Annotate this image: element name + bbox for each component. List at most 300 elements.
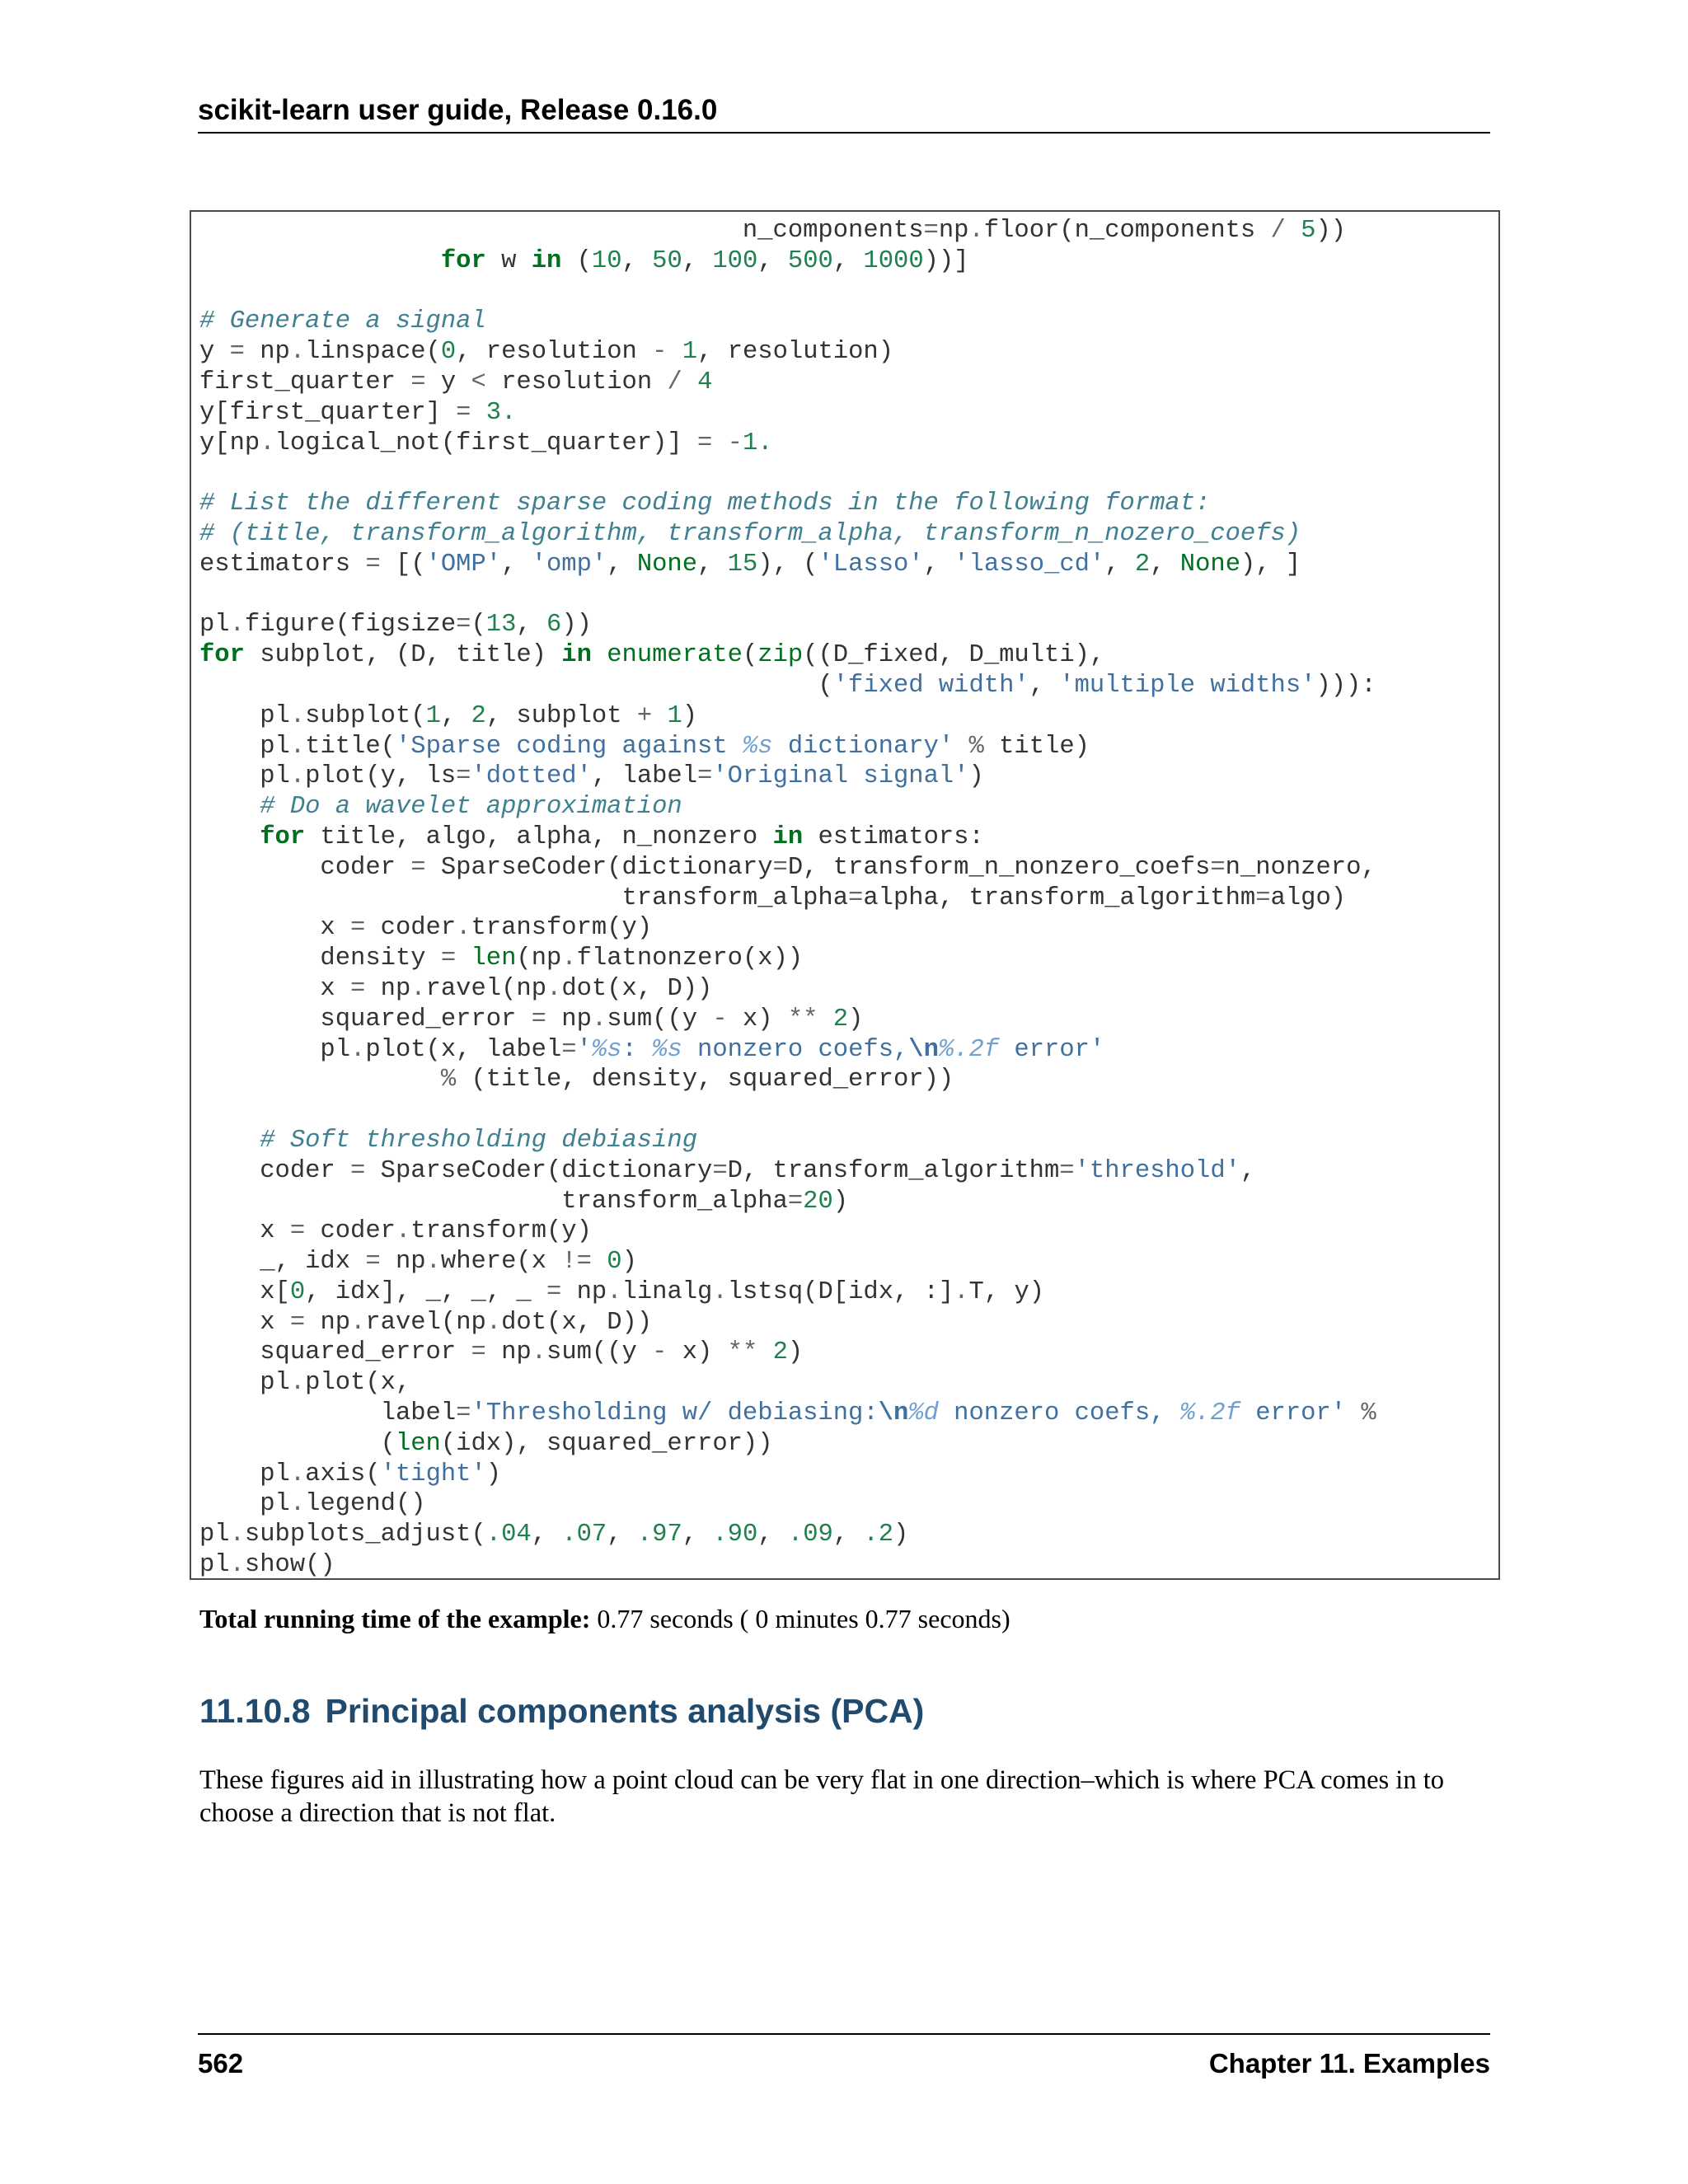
code-token: \n xyxy=(908,1035,939,1064)
code-token: ( xyxy=(199,671,833,700)
code-token: plot(x, label xyxy=(365,1035,562,1064)
code-token: ) xyxy=(968,762,984,791)
code-token: , xyxy=(757,246,788,275)
code-token: ' xyxy=(576,1035,592,1064)
code-token: . xyxy=(289,1369,306,1398)
code-token: 500 xyxy=(787,246,833,275)
code-token: for xyxy=(260,823,306,851)
code-token: y xyxy=(199,338,230,367)
code-token: % xyxy=(440,1066,457,1094)
code-token: linalg xyxy=(621,1277,713,1306)
code-token xyxy=(592,641,607,669)
code-token: . xyxy=(968,217,984,245)
code-token: n_nonzero, xyxy=(1225,853,1376,882)
code-token: = xyxy=(456,611,471,640)
code-listing xyxy=(191,216,1376,1581)
code-token: first_quarter xyxy=(199,368,411,396)
code-token: 10 xyxy=(591,246,622,275)
code-token: + xyxy=(636,701,653,730)
code-token: transform(y) xyxy=(410,1217,592,1246)
code-token: ( xyxy=(561,246,592,275)
code-token: squared_error xyxy=(199,1005,532,1033)
code-token: np xyxy=(561,1277,607,1306)
code-token: ))] xyxy=(923,246,969,275)
code-token xyxy=(757,1338,772,1366)
code-line xyxy=(199,337,1376,368)
code-token xyxy=(667,338,682,366)
code-token: . xyxy=(229,611,245,640)
code-token: - xyxy=(652,1338,668,1367)
code-token: [( xyxy=(380,550,426,579)
code-token: . xyxy=(260,429,275,457)
code-token: , resolution) xyxy=(697,338,894,367)
code-token: . xyxy=(561,944,577,973)
code-token xyxy=(199,1066,441,1094)
code-token: in xyxy=(531,246,562,275)
code-token: 1000 xyxy=(863,246,924,275)
code-token: = xyxy=(350,914,366,943)
code-token: ** xyxy=(787,1005,818,1033)
code-token: = xyxy=(471,1338,486,1367)
code-token: , xyxy=(531,1521,562,1549)
code-token: . xyxy=(531,1338,547,1367)
code-line xyxy=(199,701,1376,732)
code-token: . xyxy=(546,974,562,1003)
code-token: linspace( xyxy=(305,338,441,367)
code-token xyxy=(199,1127,260,1155)
code-token: 'multiple widths' xyxy=(1059,671,1316,700)
code-token: zip xyxy=(757,641,804,670)
code-token: error' xyxy=(1240,1399,1347,1428)
code-token: = xyxy=(229,338,245,367)
code-token: # (title, transform_algorithm, transform_alpha, transform_n_nozero_coefs) xyxy=(199,519,1301,548)
code-token: , xyxy=(832,246,864,275)
code-token: 2 xyxy=(1134,550,1151,579)
code-token: _, idx xyxy=(199,1248,366,1277)
section-title: Principal components analysis (PCA) xyxy=(325,1692,925,1730)
code-token: , xyxy=(923,550,954,579)
code-token: legend() xyxy=(305,1490,426,1519)
code-token: for xyxy=(199,641,245,670)
code-token: logical_not(first_quarter)] xyxy=(274,429,698,457)
code-token: = xyxy=(1255,883,1271,912)
code-token: = xyxy=(365,550,381,579)
code-token: subplot( xyxy=(305,701,426,730)
code-token: 'threshold' xyxy=(1074,1156,1240,1185)
code-token: != xyxy=(561,1248,592,1277)
code-token: dot(x, D)) xyxy=(501,1308,653,1337)
code-token: title( xyxy=(305,732,396,761)
code-token: .04 xyxy=(485,1521,532,1549)
code-token: % xyxy=(968,732,984,761)
running-time-label: Total running time of the example: xyxy=(199,1604,591,1633)
code-line xyxy=(199,1035,1376,1066)
page-footer xyxy=(198,2033,1490,2081)
code-token: ( xyxy=(742,641,758,670)
code-token: , xyxy=(682,1521,713,1549)
code-line xyxy=(199,1247,1376,1277)
code-token: lstsq(D[idx, :] xyxy=(727,1277,954,1306)
code-token: 'lasso_cd' xyxy=(954,550,1105,579)
code-line xyxy=(199,913,1376,944)
code-line xyxy=(199,1005,1376,1035)
code-line xyxy=(199,307,1376,337)
code-token: . xyxy=(591,1005,607,1033)
code-token: = xyxy=(1210,853,1226,882)
code-token: \n xyxy=(878,1399,909,1428)
code-token: np xyxy=(244,338,290,367)
code-token: y[np xyxy=(199,429,260,457)
code-line xyxy=(199,1277,1376,1308)
code-token: y[first_quarter] xyxy=(199,398,457,427)
code-token: 'fixed width' xyxy=(832,671,1029,700)
code-token: )) xyxy=(1315,217,1347,245)
code-token: np xyxy=(546,1005,592,1033)
code-token: = xyxy=(546,1277,562,1306)
code-token: 'Sparse coding against xyxy=(395,732,743,761)
code-token: %s xyxy=(652,1035,682,1064)
code-token: 1 xyxy=(682,338,698,367)
code-token: , xyxy=(1240,1156,1256,1185)
code-token xyxy=(652,702,667,730)
code-token: , xyxy=(501,550,532,579)
code-token: . xyxy=(410,974,426,1003)
code-token: = xyxy=(697,429,713,457)
code-line xyxy=(199,550,1376,580)
code-token: , xyxy=(1150,550,1180,579)
code-token: # Generate a signal xyxy=(199,307,486,336)
code-token: np xyxy=(938,217,969,245)
code-line xyxy=(199,853,1376,883)
code-token: coder xyxy=(365,914,457,943)
code-token: . xyxy=(289,701,306,730)
code-token: len xyxy=(471,944,517,973)
code-line xyxy=(199,1460,1376,1490)
code-token: 20 xyxy=(803,1187,833,1216)
code-token: = xyxy=(410,368,426,396)
code-token: ( xyxy=(471,611,486,640)
code-token: .2 xyxy=(863,1521,894,1549)
code-token: in xyxy=(561,641,592,670)
code-line xyxy=(199,671,1376,701)
code-token: plot(x, xyxy=(305,1369,411,1398)
code-token: , resolution xyxy=(456,338,653,367)
code-token: . xyxy=(289,762,306,791)
code-token: 2 xyxy=(471,701,486,730)
code-token: pl xyxy=(199,611,230,640)
code-token: , xyxy=(516,611,547,640)
code-token: 5 xyxy=(1301,217,1316,245)
code-token: np xyxy=(380,1248,426,1277)
code-token: . xyxy=(395,1217,411,1246)
code-token: sum((y xyxy=(607,1005,713,1033)
code-line xyxy=(199,640,1376,671)
code-token: for xyxy=(440,246,486,275)
code-token: , subplot xyxy=(485,701,637,730)
code-token: SparseCoder(dictionary xyxy=(425,853,773,882)
code-token: subplot, (D, title) xyxy=(244,641,562,670)
code-token: %s xyxy=(591,1035,622,1064)
code-token: x xyxy=(199,1217,290,1246)
code-token: pl xyxy=(199,1490,290,1519)
code-token: . xyxy=(289,1490,306,1519)
code-token: - xyxy=(652,338,668,367)
code-token xyxy=(1346,1399,1361,1427)
code-token: ) xyxy=(621,1248,637,1277)
code-token: . xyxy=(954,1277,969,1306)
code-line xyxy=(199,732,1376,762)
code-token: ) xyxy=(485,1460,502,1488)
code-token: (title, density, squared_error)) xyxy=(456,1066,954,1094)
code-token: SparseCoder(dictionary xyxy=(365,1156,713,1185)
code-token: estimators: xyxy=(803,823,984,851)
code-token: figure(figsize xyxy=(244,611,457,640)
code-line xyxy=(199,1338,1376,1368)
code-token: # Do a wavelet approximation xyxy=(260,793,682,822)
code-token: = xyxy=(848,883,864,912)
code-token: title, algo, alpha, n_nonzero xyxy=(305,823,773,851)
code-token: %.2f xyxy=(938,1035,1000,1064)
code-token: w xyxy=(485,246,532,275)
code-token: = xyxy=(410,853,426,882)
section-paragraph: These figures aid in illustrating how a point cloud can be very flat in one direction–which is where PCA comes in to choose a direction that is not flat. xyxy=(199,1765,1444,1828)
code-token: - xyxy=(727,429,743,457)
code-token: 'tight' xyxy=(380,1460,486,1488)
code-line xyxy=(199,489,1376,519)
code-token: algo) xyxy=(1270,883,1347,912)
code-token: . xyxy=(229,1521,245,1549)
code-token: / xyxy=(667,368,682,396)
code-token: n_components xyxy=(199,217,924,245)
code-token: coder xyxy=(305,1217,396,1246)
code-token: = xyxy=(772,853,788,882)
code-token: len xyxy=(395,1429,441,1458)
code-token xyxy=(592,1248,607,1276)
code-line xyxy=(199,792,1376,823)
code-token: = xyxy=(289,1308,306,1337)
code-token: ravel(np xyxy=(425,974,547,1003)
code-token: .07 xyxy=(561,1521,607,1549)
code-token: pl xyxy=(199,701,290,730)
code-line xyxy=(199,519,1376,550)
code-token: alpha, transform_algorithm xyxy=(863,883,1256,912)
code-line xyxy=(199,398,1376,429)
code-line xyxy=(199,1187,1376,1217)
code-token xyxy=(199,823,260,851)
code-token: .90 xyxy=(712,1521,758,1549)
code-token: ** xyxy=(727,1338,758,1367)
code-token: , xyxy=(1104,550,1135,579)
code-line xyxy=(199,1216,1376,1247)
code-token: < xyxy=(471,368,486,396)
code-token: . xyxy=(712,1277,728,1306)
code-token: . xyxy=(485,1308,502,1337)
code-token: 1 xyxy=(667,701,682,730)
code-token: . xyxy=(289,1460,306,1488)
code-token: (np xyxy=(516,944,562,973)
code-token: 1 xyxy=(425,701,441,730)
code-line xyxy=(199,580,1376,611)
code-token: = xyxy=(365,1248,381,1277)
code-token xyxy=(954,733,968,761)
code-token: %.2f xyxy=(1179,1399,1240,1428)
code-token: ) xyxy=(832,1187,849,1216)
code-token: , xyxy=(757,1521,788,1549)
code-token: ) xyxy=(682,701,698,730)
code-line xyxy=(199,1429,1376,1460)
code-token xyxy=(818,1005,832,1033)
code-token: . xyxy=(229,1551,245,1580)
code-token: %d xyxy=(908,1399,939,1428)
code-token: coder xyxy=(199,1156,351,1185)
section-number: 11.10.8 xyxy=(199,1692,311,1730)
code-token: coder xyxy=(199,853,411,882)
code-token: squared_error xyxy=(199,1338,471,1367)
code-line xyxy=(199,1095,1376,1126)
code-token: flatnonzero(x)) xyxy=(576,944,804,973)
code-token: ((D_fixed, D_multi), xyxy=(803,641,1105,670)
code-line xyxy=(199,277,1376,307)
code-token: = xyxy=(350,1156,366,1185)
code-token: pl xyxy=(199,732,290,761)
code-token: , xyxy=(440,701,471,730)
code-token: = xyxy=(440,944,457,973)
code-token: , xyxy=(1029,671,1060,700)
code-token: pl xyxy=(199,1521,230,1549)
code-token: (idx), squared_error)) xyxy=(440,1429,773,1458)
code-token: 6 xyxy=(546,611,562,640)
code-token: 0 xyxy=(289,1277,306,1306)
code-token: = xyxy=(697,762,713,791)
code-token: label xyxy=(199,1399,457,1428)
code-block[interactable] xyxy=(190,210,1500,1580)
code-token: , xyxy=(682,246,713,275)
code-token xyxy=(712,429,727,457)
code-token: pl xyxy=(199,1460,290,1488)
code-token: 'dotted' xyxy=(471,762,592,791)
code-token: / xyxy=(1270,217,1286,245)
code-token: , xyxy=(697,550,728,579)
code-token: subplots_adjust( xyxy=(244,1521,486,1549)
code-token: , idx], _, _, _ xyxy=(305,1277,546,1306)
code-token: , xyxy=(607,1521,637,1549)
code-token: # Soft thresholding debiasing xyxy=(260,1126,698,1155)
code-line xyxy=(199,1308,1376,1338)
code-token: )) xyxy=(561,611,592,640)
code-token: axis( xyxy=(305,1460,381,1488)
code-token: 'omp' xyxy=(531,550,607,579)
code-token xyxy=(199,247,441,275)
code-line xyxy=(199,823,1376,853)
code-line xyxy=(199,610,1376,640)
code-token: = xyxy=(531,1005,546,1033)
code-token: = xyxy=(712,1156,728,1185)
code-token: . xyxy=(607,1277,622,1306)
code-token: 3. xyxy=(485,398,517,427)
page-header xyxy=(198,92,1490,134)
code-token: nonzero coefs, xyxy=(682,1035,909,1064)
code-token: None xyxy=(636,550,698,579)
code-token: , xyxy=(621,246,653,275)
code-token: ( xyxy=(199,1429,396,1458)
code-line xyxy=(199,1520,1376,1550)
code-line xyxy=(199,1368,1376,1399)
code-line xyxy=(199,944,1376,974)
code-token: ), ( xyxy=(757,550,818,579)
running-time-value: 0.77 seconds ( 0 minutes 0.77 seconds) xyxy=(590,1604,1010,1633)
code-token: , label xyxy=(591,762,698,791)
code-token: = xyxy=(923,217,939,245)
code-token: pl xyxy=(199,762,290,791)
code-token: x) xyxy=(727,1005,788,1033)
code-token: ) xyxy=(848,1005,864,1033)
code-token xyxy=(456,944,471,972)
code-token: title) xyxy=(983,732,1090,761)
code-token: transform_alpha xyxy=(199,1187,788,1216)
code-token: sum((y xyxy=(546,1338,653,1367)
code-token: transform(y) xyxy=(471,914,653,943)
code-token: dot(x, D)) xyxy=(561,974,713,1003)
code-token: 2 xyxy=(832,1005,849,1033)
code-token: ravel(np xyxy=(365,1308,486,1337)
code-token xyxy=(471,399,485,427)
code-token: , xyxy=(607,550,637,579)
code-token: where(x xyxy=(440,1248,562,1277)
code-token: x xyxy=(199,974,351,1003)
code-token: pl xyxy=(199,1369,290,1398)
code-line xyxy=(199,974,1376,1005)
code-token: 'OMP' xyxy=(425,550,502,579)
code-token: .97 xyxy=(636,1521,682,1549)
code-token: = xyxy=(787,1187,804,1216)
code-token: 4 xyxy=(697,368,713,396)
code-token: 15 xyxy=(727,550,758,579)
code-token: ) xyxy=(893,1521,909,1549)
code-token: None xyxy=(1179,550,1240,579)
code-token: 100 xyxy=(712,246,758,275)
code-token: pl xyxy=(199,1035,351,1064)
code-token: . xyxy=(350,1035,366,1064)
code-token: = xyxy=(456,762,471,791)
code-line xyxy=(199,1399,1376,1429)
code-line xyxy=(199,1550,1376,1581)
code-line xyxy=(199,1489,1376,1520)
code-token: . xyxy=(456,914,471,943)
code-token: x xyxy=(199,1308,290,1337)
chapter-label: Chapter 11. Examples xyxy=(1208,2048,1490,2079)
code-token: = xyxy=(289,1217,306,1246)
code-token: ) xyxy=(787,1338,804,1367)
code-token: 'Lasso' xyxy=(818,550,924,579)
code-token: T, y) xyxy=(968,1277,1045,1306)
code-token: 'Thresholding w/ debiasing: xyxy=(471,1399,879,1428)
code-line xyxy=(199,1156,1376,1187)
code-token: np xyxy=(305,1308,351,1337)
code-token: , xyxy=(832,1521,864,1549)
code-token: = xyxy=(350,974,366,1003)
code-line xyxy=(199,762,1376,792)
code-token: : xyxy=(621,1035,653,1064)
code-token: D, transform_n_nonzero_coefs xyxy=(787,853,1211,882)
running-title: scikit-learn user guide, Release 0.16.0 xyxy=(198,94,718,126)
code-token: = xyxy=(456,1399,471,1428)
code-token: y xyxy=(425,368,471,396)
code-token: resolution xyxy=(485,368,668,396)
code-token: D, transform_algorithm xyxy=(727,1156,1060,1185)
code-line xyxy=(199,1065,1376,1095)
code-token: enumerate xyxy=(607,641,743,670)
code-token: . xyxy=(289,338,306,367)
